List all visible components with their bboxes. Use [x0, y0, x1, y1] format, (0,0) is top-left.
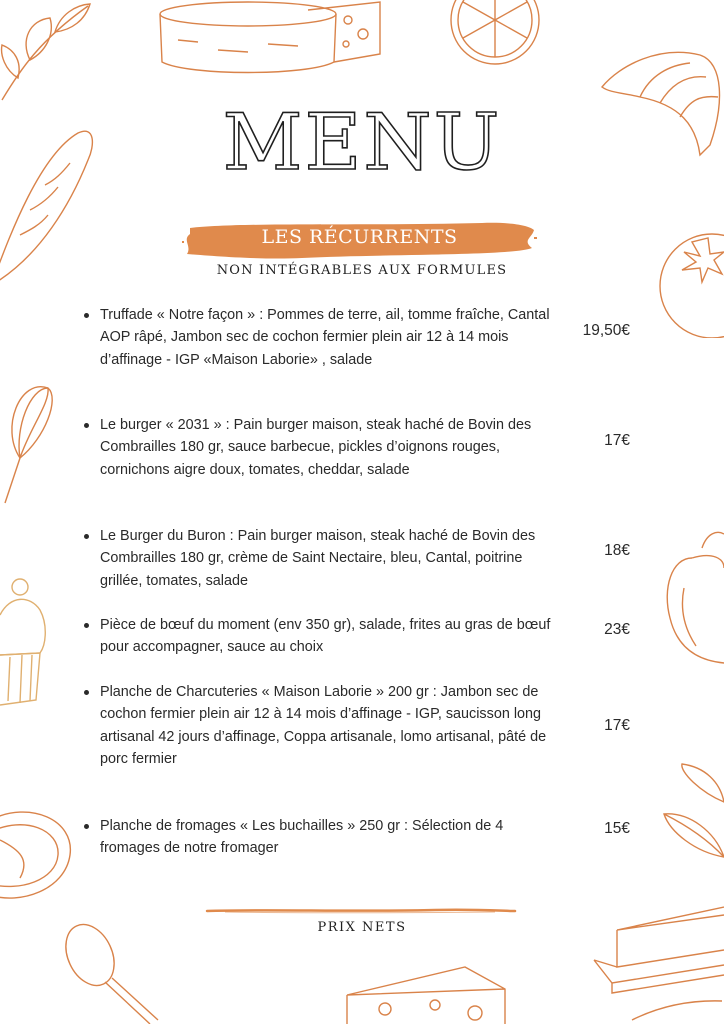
bell-pepper-icon: [662, 528, 724, 668]
bullet: [84, 690, 89, 695]
bullet: [84, 623, 89, 628]
menu-item-price: 18€: [604, 542, 630, 559]
section-subtitle: NON INTÉGRABLES AUX FORMULES: [216, 263, 508, 278]
menu-item-price: 23€: [604, 621, 630, 638]
section-banner: [182, 220, 537, 260]
footer-note: PRIX NETS: [317, 920, 407, 935]
leaf-icon: [660, 762, 724, 862]
menu-item-price: 17€: [604, 717, 630, 734]
footer-divider: [205, 902, 517, 920]
menu-item-description: Planche de fromages « Les buchailles » 250 gr : Sélection de 4 fromages de notre fromager: [100, 818, 504, 857]
bullet: [84, 824, 89, 829]
menu-item-description: Truffade « Notre façon » : Pommes de terre, ail, tomme fraîche, Cantal AOP râpé, Jambon sec de cochon fermier plein air 12 à 14 mois d’affinage - IGP «Maison Laborie» , salade: [100, 307, 550, 368]
menu-item-price: 19,50€: [582, 322, 630, 339]
whisk-icon: [0, 378, 60, 508]
menu-item-description: Pièce de bœuf du moment (env 350 gr), salade, frites au gras de bœuf pour accompagner, sauce au choix: [100, 617, 551, 656]
leaf-branch-icon: [0, 0, 95, 105]
menu-title: MENU: [222, 98, 502, 188]
section-title: LES RÉCURRENTS: [261, 226, 458, 248]
cheese-wedge-icon: [345, 965, 510, 1024]
bullet: [84, 534, 89, 539]
menu-item-price: 15€: [604, 820, 630, 837]
menu-item-description: Le burger « 2031 » : Pain burger maison, steak haché de Bovin des Combrailles 180 gr, sauce barbecue, pickles d’oignons rouges, cornichons aigre doux, tomates, cheddar, salade: [100, 417, 532, 478]
menu-item-description: Le Burger du Buron : Pain burger maison, steak haché de Bovin des Combrailles 180 gr, crème de Saint Nectaire, bleu, Cantal, poitrine grillée, tomates, salade: [100, 528, 536, 589]
cupcake-icon: [0, 575, 48, 715]
pretzel-icon: [0, 800, 80, 910]
spoon-icon: [60, 920, 160, 1024]
bullet: [84, 423, 89, 428]
menu-item-description: Planche de Charcuteries « Maison Laborie » 200 gr : Jambon sec de cochon fermier plein air 12 à 14 mois d’affinage - IGP, saucisson long artisanal 42 jours d’affinage, Coppa artisanale, lomo artisanal, pâté de porc fermier: [100, 684, 547, 767]
cheese-wheel-icon: [158, 0, 383, 78]
menu-item-price: 17€: [604, 432, 630, 449]
orange-slice-icon: [448, 0, 543, 68]
tomato-icon: [652, 228, 724, 338]
bullet: [84, 313, 89, 318]
